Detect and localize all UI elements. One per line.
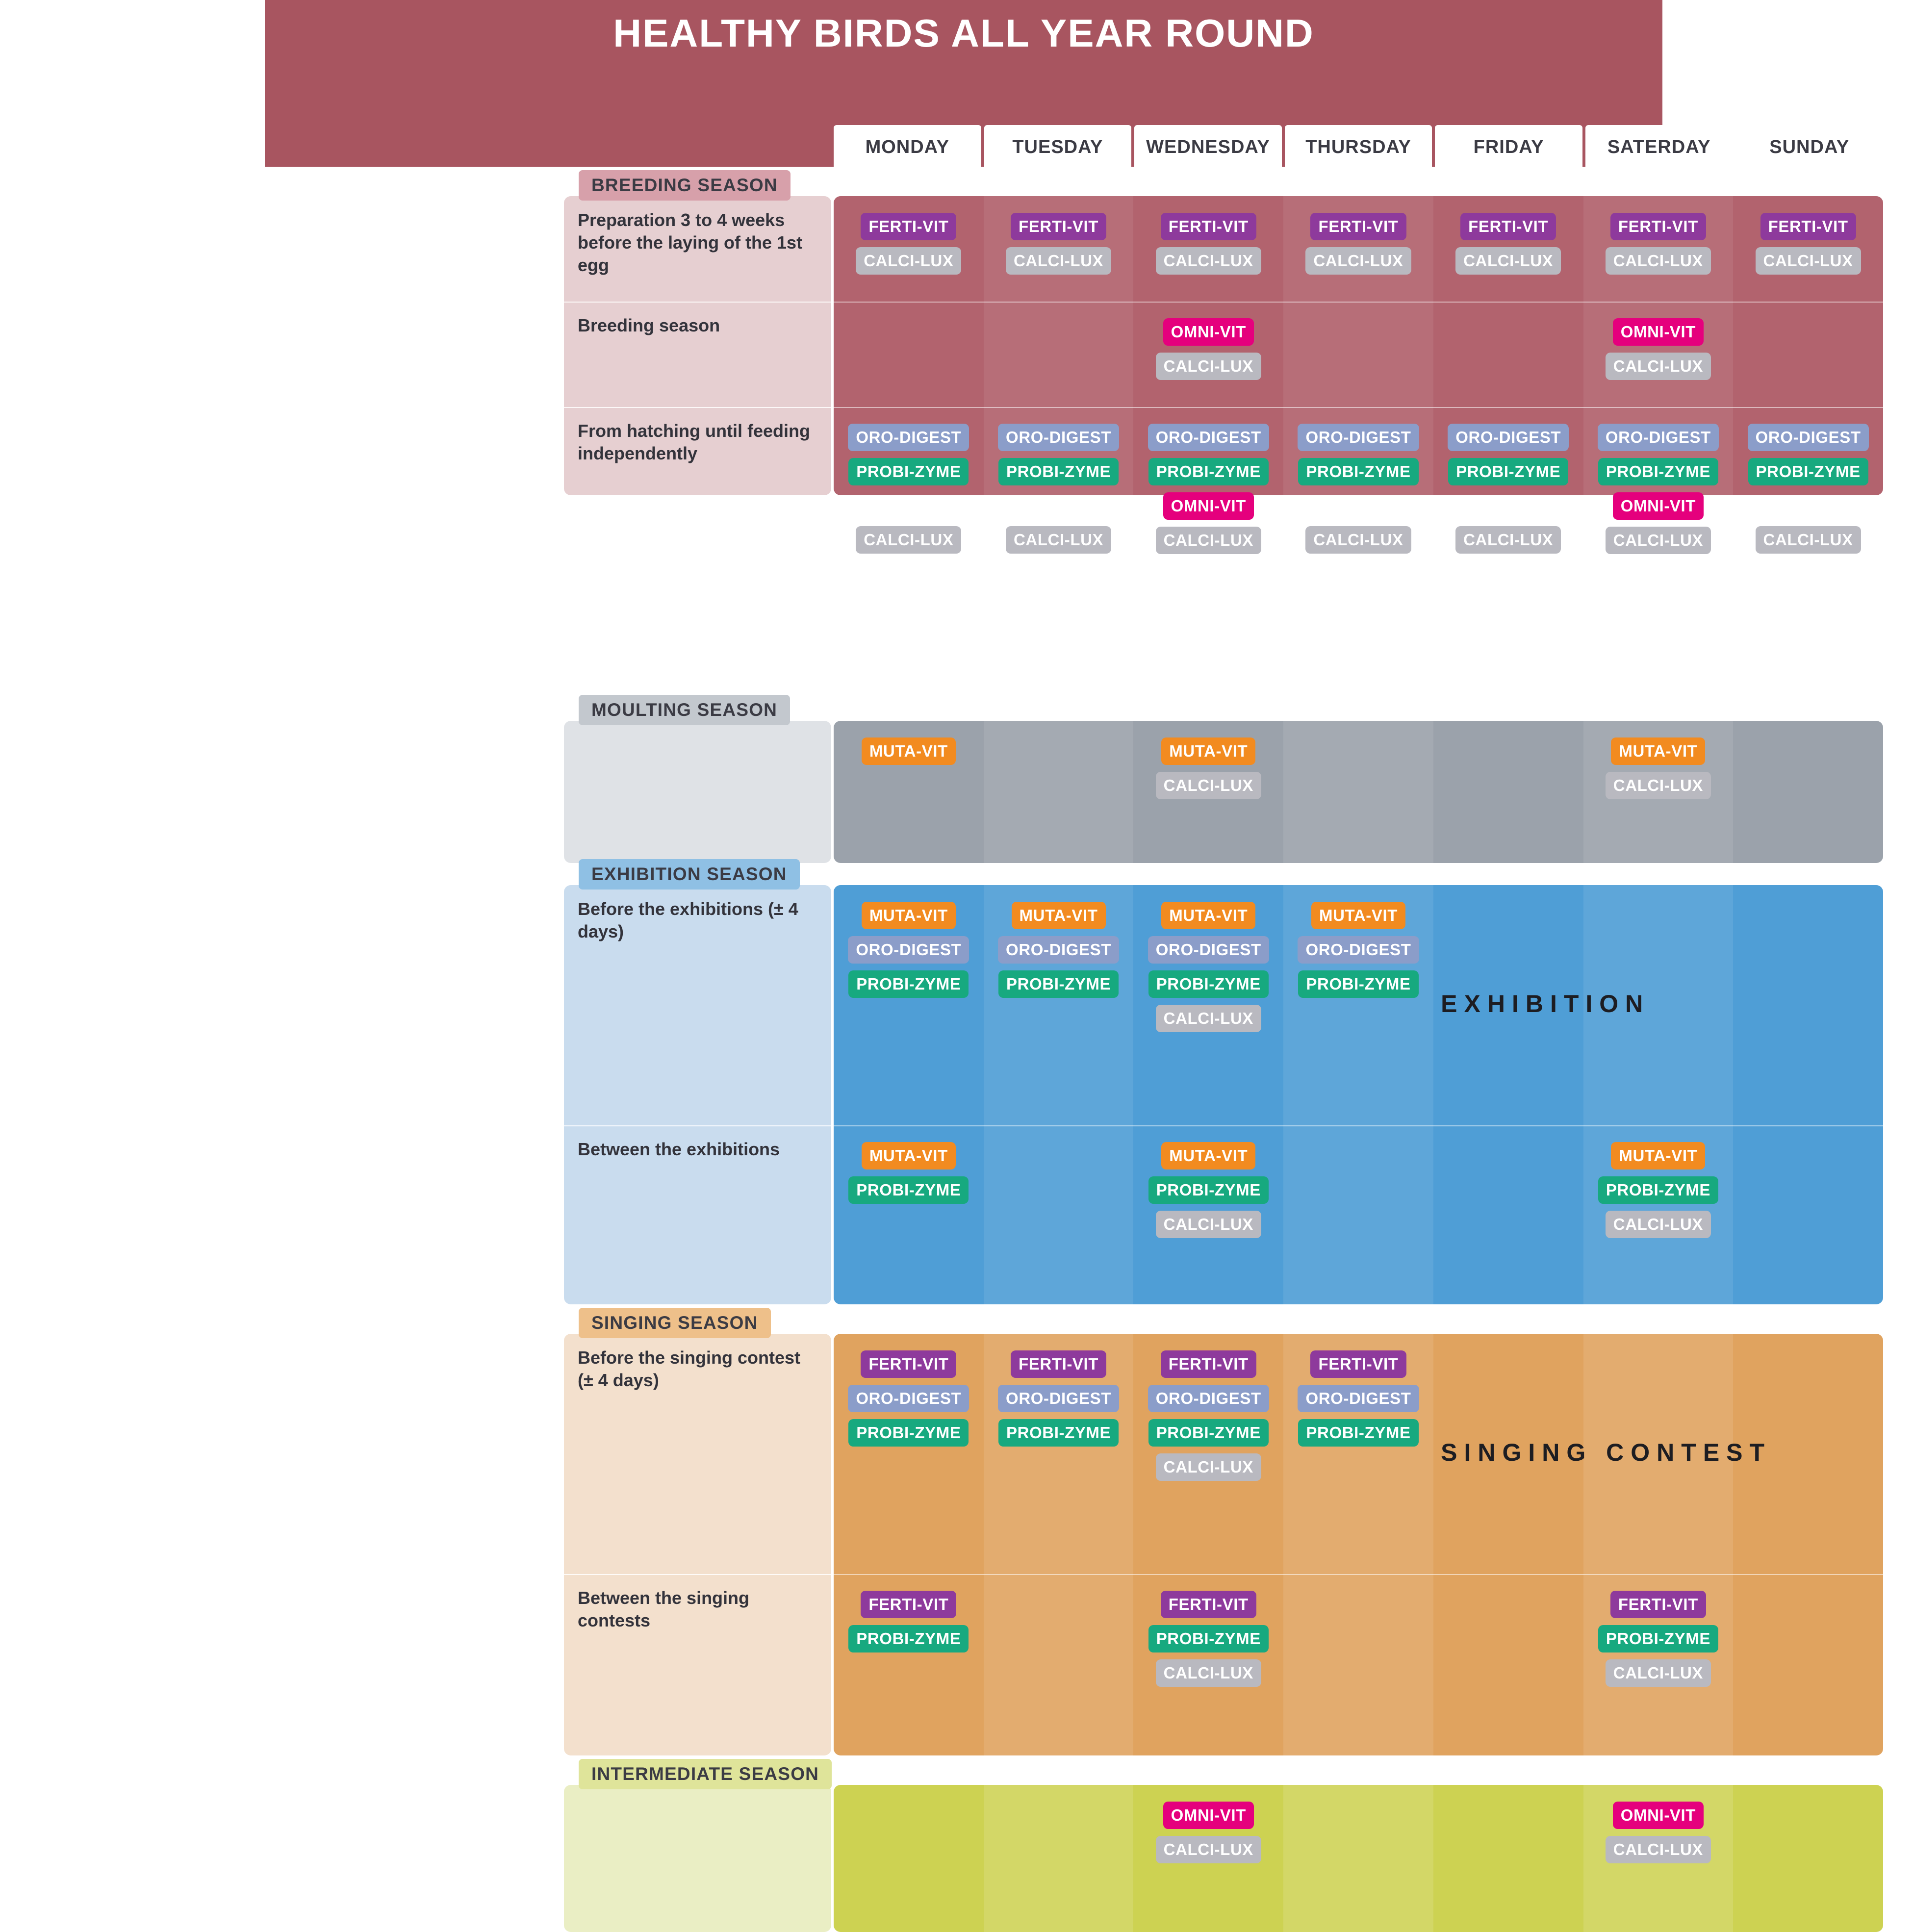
product-pill-muta-vit: MUTA-VIT	[1012, 902, 1106, 929]
day-column	[834, 1785, 984, 1932]
product-pill-oro-digest: ORO-DIGEST	[848, 424, 969, 451]
product-pill-ferti-vit: FERTI-VIT	[1310, 213, 1406, 240]
schedule-cell	[1433, 424, 1583, 554]
row-title: Between the exhibitions	[578, 1139, 780, 1159]
schedule-cell	[984, 1350, 1134, 1447]
section-left-panel	[564, 885, 831, 1304]
schedule-cell	[834, 902, 984, 998]
product-pill-calci-lux: CALCI-LUX	[1606, 1211, 1711, 1238]
product-pill-probi-zyme: PROBI-ZYME	[1598, 1176, 1718, 1204]
day-column	[1733, 1785, 1883, 1932]
schedule-cell	[1283, 902, 1433, 998]
product-pill-probi-zyme: PROBI-ZYME	[848, 1419, 969, 1447]
product-pill-ferti-vit: FERTI-VIT	[1610, 213, 1706, 240]
section-label-moulting-season: MOULTING SEASON	[579, 695, 790, 725]
product-pill-probi-zyme: PROBI-ZYME	[1448, 458, 1568, 485]
product-pill-ferti-vit: FERTI-VIT	[1460, 213, 1556, 240]
day-header-monday: MONDAY	[834, 125, 981, 169]
row-title: Breeding season	[578, 315, 720, 335]
schedule-cell	[1133, 737, 1283, 799]
row-title: Preparation 3 to 4 weeks before the laying of the 1st egg	[578, 210, 803, 276]
section-left-panel	[564, 1785, 831, 1932]
product-pill-probi-zyme: PROBI-ZYME	[1598, 458, 1718, 485]
day-column	[1733, 1334, 1883, 1755]
schedule-cell	[984, 902, 1134, 998]
product-pill-oro-digest: ORO-DIGEST	[848, 1385, 969, 1412]
product-pill-calci-lux: CALCI-LUX	[1006, 247, 1111, 275]
product-pill-oro-digest: ORO-DIGEST	[998, 936, 1119, 964]
product-pill-muta-vit: MUTA-VIT	[862, 737, 956, 765]
schedule-cell	[834, 424, 984, 554]
product-pill-calci-lux: CALCI-LUX	[856, 526, 961, 554]
product-pill-probi-zyme: PROBI-ZYME	[1148, 1176, 1269, 1204]
product-pill-ferti-vit: FERTI-VIT	[1310, 1350, 1406, 1378]
product-pill-probi-zyme: PROBI-ZYME	[1148, 458, 1269, 485]
product-pill-oro-digest: ORO-DIGEST	[1298, 424, 1419, 451]
schedule-cell	[984, 424, 1134, 554]
schedule-cell	[1133, 318, 1283, 380]
schedule-cell	[1733, 424, 1883, 554]
product-pill-ferti-vit: FERTI-VIT	[861, 1350, 956, 1378]
section-label-singing-season: SINGING SEASON	[579, 1308, 771, 1338]
day-column	[1583, 885, 1734, 1304]
product-pill-muta-vit: MUTA-VIT	[1161, 902, 1255, 929]
product-pill-probi-zyme: PROBI-ZYME	[1298, 1419, 1418, 1447]
product-pill-calci-lux: CALCI-LUX	[1606, 1836, 1711, 1863]
row-title: Between the singing contests	[578, 1588, 750, 1631]
schedule-cell	[834, 213, 984, 275]
row-divider	[834, 302, 1883, 303]
day-column	[1283, 1785, 1433, 1932]
product-pill-oro-digest: ORO-DIGEST	[1148, 936, 1269, 964]
schedule-cell	[1583, 424, 1734, 554]
schedule-cell	[1133, 424, 1283, 554]
day-column	[984, 1785, 1134, 1932]
product-pill-oro-digest: ORO-DIGEST	[1148, 424, 1269, 451]
product-pill-calci-lux: CALCI-LUX	[1156, 353, 1261, 380]
product-pill-calci-lux: CALCI-LUX	[1156, 247, 1261, 275]
product-pill-oro-digest: ORO-DIGEST	[1298, 1385, 1419, 1412]
section-left-panel	[564, 1334, 831, 1755]
day-column	[984, 721, 1134, 863]
schedule-cell	[1733, 213, 1883, 275]
schedule-cell	[1133, 1802, 1283, 1863]
schedule-cell	[1133, 213, 1283, 275]
product-pill-omni-vit: OMNI-VIT	[1613, 492, 1704, 520]
product-pill-calci-lux: CALCI-LUX	[1756, 526, 1861, 554]
product-pill-oro-digest: ORO-DIGEST	[998, 424, 1119, 451]
row-title: From hatching until feeding independently	[578, 421, 810, 464]
product-pill-oro-digest: ORO-DIGEST	[1748, 424, 1869, 451]
product-pill-calci-lux: CALCI-LUX	[1156, 1211, 1261, 1238]
product-pill-omni-vit: OMNI-VIT	[1613, 1802, 1704, 1829]
product-pill-probi-zyme: PROBI-ZYME	[1598, 1625, 1718, 1652]
day-column	[1733, 885, 1883, 1304]
product-pill-probi-zyme: PROBI-ZYME	[1748, 458, 1868, 485]
product-pill-oro-digest: ORO-DIGEST	[1598, 424, 1719, 451]
schedule-cell	[1283, 213, 1433, 275]
schedule-cell	[834, 1591, 984, 1652]
section-note: EXHIBITION	[1441, 990, 1650, 1017]
product-pill-omni-vit: OMNI-VIT	[1163, 492, 1254, 520]
product-pill-calci-lux: CALCI-LUX	[1756, 247, 1861, 275]
product-pill-oro-digest: ORO-DIGEST	[1298, 936, 1419, 964]
section-left-panel	[564, 721, 831, 863]
product-pill-calci-lux: CALCI-LUX	[1156, 772, 1261, 799]
product-pill-ferti-vit: FERTI-VIT	[1610, 1591, 1706, 1618]
row-divider	[564, 407, 831, 408]
product-pill-probi-zyme: PROBI-ZYME	[998, 458, 1119, 485]
product-pill-probi-zyme: PROBI-ZYME	[1148, 1625, 1269, 1652]
product-pill-calci-lux: CALCI-LUX	[1156, 1005, 1261, 1032]
product-pill-calci-lux: CALCI-LUX	[1455, 247, 1561, 275]
product-pill-oro-digest: ORO-DIGEST	[1448, 424, 1569, 451]
product-pill-calci-lux: CALCI-LUX	[1606, 527, 1711, 554]
day-header-thursday: THURSDAY	[1285, 125, 1432, 169]
product-pill-calci-lux: CALCI-LUX	[1606, 247, 1711, 275]
product-pill-omni-vit: OMNI-VIT	[1163, 318, 1254, 346]
schedule-cell	[1583, 1142, 1734, 1238]
day-header-wednesday: WEDNESDAY	[1134, 125, 1282, 169]
section-label-breeding-season: BREEDING SEASON	[579, 170, 791, 201]
schedule-cell	[984, 213, 1134, 275]
schedule-cell	[1133, 1350, 1283, 1481]
product-pill-probi-zyme: PROBI-ZYME	[848, 458, 969, 485]
product-pill-probi-zyme: PROBI-ZYME	[1148, 1419, 1269, 1447]
row-title: Before the singing contest (± 4 days)	[578, 1347, 801, 1391]
day-column	[1583, 1334, 1734, 1755]
day-header-row	[834, 125, 1883, 169]
schedule-cell	[1583, 1591, 1734, 1687]
row-divider	[564, 1574, 831, 1575]
day-column	[1733, 721, 1883, 863]
day-column	[1433, 1785, 1583, 1932]
section-label-exhibition-season: EXHIBITION SEASON	[579, 859, 800, 890]
product-pill-probi-zyme: PROBI-ZYME	[848, 1625, 969, 1652]
product-pill-muta-vit: MUTA-VIT	[862, 902, 956, 929]
product-pill-calci-lux: CALCI-LUX	[1305, 247, 1411, 275]
schedule-cell	[834, 1142, 984, 1204]
product-pill-calci-lux: CALCI-LUX	[1455, 526, 1561, 554]
product-pill-calci-lux: CALCI-LUX	[1156, 1453, 1261, 1481]
product-pill-calci-lux: CALCI-LUX	[1305, 526, 1411, 554]
day-header-sunday: SUNDAY	[1735, 125, 1883, 169]
product-pill-omni-vit: OMNI-VIT	[1163, 1802, 1254, 1829]
schedule-cell	[1133, 1591, 1283, 1687]
day-column	[1433, 721, 1583, 863]
product-pill-ferti-vit: FERTI-VIT	[1161, 213, 1256, 240]
product-pill-muta-vit: MUTA-VIT	[1611, 1142, 1705, 1169]
schedule-cell	[1433, 213, 1583, 275]
product-pill-omni-vit: OMNI-VIT	[1613, 318, 1704, 346]
product-pill-calci-lux: CALCI-LUX	[1606, 1659, 1711, 1687]
row-title: Before the exhibitions (± 4 days)	[578, 899, 798, 942]
product-pill-ferti-vit: FERTI-VIT	[1011, 1350, 1106, 1378]
product-pill-ferti-vit: FERTI-VIT	[1011, 213, 1106, 240]
row-divider	[834, 407, 1883, 408]
product-pill-oro-digest: ORO-DIGEST	[998, 1385, 1119, 1412]
product-pill-calci-lux: CALCI-LUX	[856, 247, 961, 275]
schedule-cell	[1583, 318, 1734, 380]
schedule-cell	[1283, 424, 1433, 554]
day-column	[1433, 1334, 1583, 1755]
product-pill-muta-vit: MUTA-VIT	[1161, 737, 1255, 765]
product-pill-calci-lux: CALCI-LUX	[1006, 526, 1111, 554]
schedule-cell	[1133, 1142, 1283, 1238]
product-pill-muta-vit: MUTA-VIT	[862, 1142, 956, 1169]
product-pill-calci-lux: CALCI-LUX	[1606, 353, 1711, 380]
day-header-tuesday: TUESDAY	[984, 125, 1132, 169]
poster-sheet	[265, 0, 1913, 1913]
product-pill-ferti-vit: FERTI-VIT	[1161, 1591, 1256, 1618]
day-header-friday: FRIDAY	[1435, 125, 1582, 169]
product-pill-calci-lux: CALCI-LUX	[1156, 527, 1261, 554]
product-pill-oro-digest: ORO-DIGEST	[848, 936, 969, 964]
product-pill-muta-vit: MUTA-VIT	[1311, 902, 1405, 929]
section-label-intermediate-season: INTERMEDIATE SEASON	[579, 1759, 832, 1789]
product-pill-probi-zyme: PROBI-ZYME	[998, 1419, 1119, 1447]
page-title: HEALTHY BIRDS ALL YEAR ROUND	[613, 11, 1314, 55]
product-pill-probi-zyme: PROBI-ZYME	[1298, 458, 1418, 485]
day-column	[1433, 885, 1583, 1304]
schedule-cell	[1583, 213, 1734, 275]
product-pill-oro-digest: ORO-DIGEST	[1148, 1385, 1269, 1412]
day-column	[1283, 721, 1433, 863]
row-divider	[564, 302, 831, 303]
day-header-saterday: SATERDAY	[1585, 125, 1733, 169]
product-pill-probi-zyme: PROBI-ZYME	[1148, 970, 1269, 998]
schedule-cell	[1583, 737, 1734, 799]
product-pill-ferti-vit: FERTI-VIT	[861, 1591, 956, 1618]
schedule-cell	[1133, 902, 1283, 1032]
schedule-cell	[1283, 1350, 1433, 1447]
schedule-cell	[834, 737, 984, 765]
section-note: SINGING CONTEST	[1441, 1439, 1772, 1466]
product-pill-muta-vit: MUTA-VIT	[1611, 737, 1705, 765]
row-divider	[564, 1125, 831, 1126]
product-pill-calci-lux: CALCI-LUX	[1156, 1659, 1261, 1687]
row-divider	[834, 1574, 1883, 1575]
row-divider	[834, 1125, 1883, 1126]
product-pill-probi-zyme: PROBI-ZYME	[998, 970, 1119, 998]
product-pill-ferti-vit: FERTI-VIT	[1760, 213, 1856, 240]
product-pill-ferti-vit: FERTI-VIT	[1161, 1350, 1256, 1378]
product-pill-probi-zyme: PROBI-ZYME	[848, 970, 969, 998]
product-pill-calci-lux: CALCI-LUX	[1606, 772, 1711, 799]
product-pill-probi-zyme: PROBI-ZYME	[1298, 970, 1418, 998]
product-pill-muta-vit: MUTA-VIT	[1161, 1142, 1255, 1169]
product-pill-probi-zyme: PROBI-ZYME	[848, 1176, 969, 1204]
product-pill-calci-lux: CALCI-LUX	[1156, 1836, 1261, 1863]
product-pill-ferti-vit: FERTI-VIT	[861, 213, 956, 240]
schedule-cell	[834, 1350, 984, 1447]
schedule-cell	[1583, 1802, 1734, 1863]
